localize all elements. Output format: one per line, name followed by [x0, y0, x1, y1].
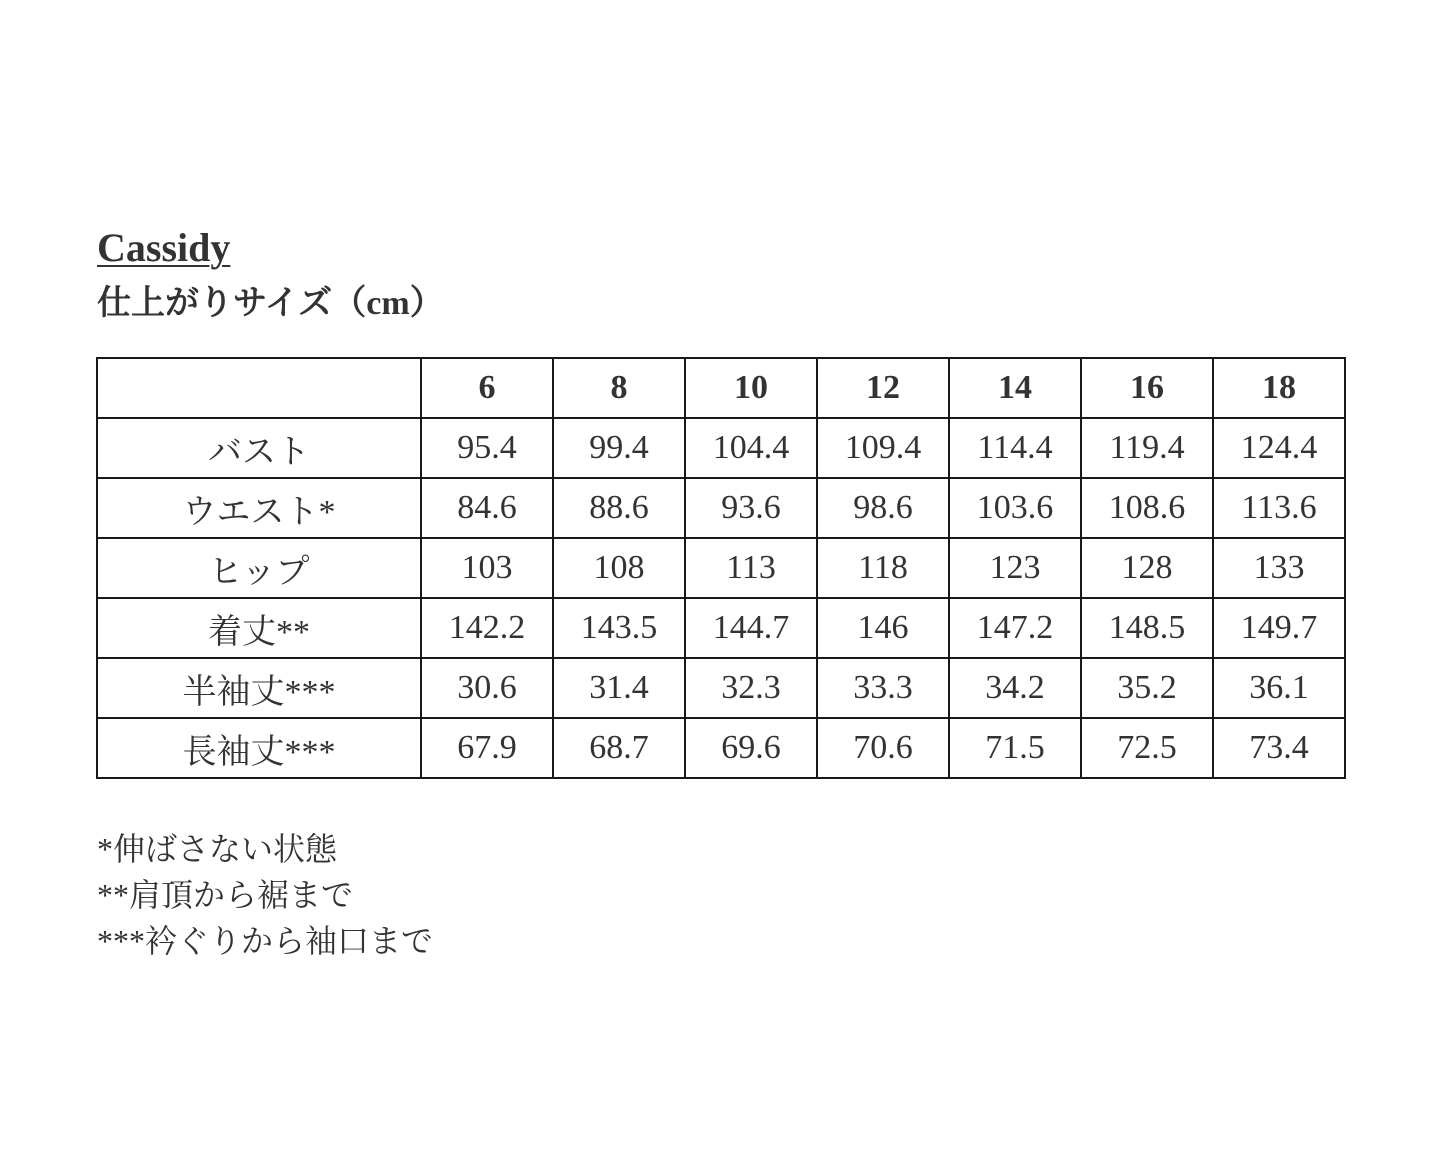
measurement-value: 34.2: [949, 658, 1081, 718]
measurement-label: ウエスト*: [97, 478, 421, 538]
measurement-value: 103.6: [949, 478, 1081, 538]
measurement-value: 95.4: [421, 418, 553, 478]
table-row: [97, 598, 1345, 658]
measurement-value: 108.6: [1081, 478, 1213, 538]
measurement-value: 124.4: [1213, 418, 1345, 478]
measurement-label: バスト: [97, 418, 421, 478]
measurement-value: 148.5: [1081, 598, 1213, 658]
measurement-value: 113: [685, 538, 817, 598]
measurement-label: 半袖丈***: [97, 658, 421, 718]
measurement-value: 33.3: [817, 658, 949, 718]
size-header-cell: 18: [1213, 358, 1345, 418]
finished-size-heading: 仕上がりサイズ（cm）: [97, 285, 444, 322]
footnote: **肩頂から裾まで: [97, 877, 354, 913]
measurement-value: 93.6: [685, 478, 817, 538]
measurement-value: 109.4: [817, 418, 949, 478]
measurement-value: 70.6: [817, 718, 949, 778]
measurement-value: 36.1: [1213, 658, 1345, 718]
size-header-cell: 14: [949, 358, 1081, 418]
size-table: [96, 357, 1346, 779]
measurement-value: 147.2: [949, 598, 1081, 658]
measurement-value: 103: [421, 538, 553, 598]
measurement-value: 114.4: [949, 418, 1081, 478]
table-row: [97, 478, 1345, 538]
measurement-value: 67.9: [421, 718, 553, 778]
size-header-cell: 12: [817, 358, 949, 418]
measurement-value: 143.5: [553, 598, 685, 658]
size-header-row: [97, 358, 1345, 418]
measurement-value: 31.4: [553, 658, 685, 718]
measurement-value: 88.6: [553, 478, 685, 538]
size-header-cell: 8: [553, 358, 685, 418]
table-row: [97, 718, 1345, 778]
measurement-value: 30.6: [421, 658, 553, 718]
measurement-value: 71.5: [949, 718, 1081, 778]
measurement-value: 68.7: [553, 718, 685, 778]
measurement-value: 144.7: [685, 598, 817, 658]
size-header-cell: 6: [421, 358, 553, 418]
measurement-value: 113.6: [1213, 478, 1345, 538]
measurement-value: 32.3: [685, 658, 817, 718]
size-header-cell: 10: [685, 358, 817, 418]
footnote: *伸ばさない状態: [97, 831, 338, 867]
measurement-value: 104.4: [685, 418, 817, 478]
measurement-value: 35.2: [1081, 658, 1213, 718]
measurement-value: 72.5: [1081, 718, 1213, 778]
measurement-value: 99.4: [553, 418, 685, 478]
measurement-label: ヒップ: [97, 538, 421, 598]
measurement-value: 142.2: [421, 598, 553, 658]
measurement-value: 73.4: [1213, 718, 1345, 778]
table-row: [97, 658, 1345, 718]
measurement-value: 119.4: [1081, 418, 1213, 478]
garment-title: Cassidy: [97, 225, 231, 270]
footnotes: [97, 826, 433, 964]
measurement-value: 133: [1213, 538, 1345, 598]
measurement-value: 108: [553, 538, 685, 598]
measurement-value: 123: [949, 538, 1081, 598]
measurement-value: 98.6: [817, 478, 949, 538]
footnote: ***衿ぐりから袖口まで: [97, 923, 434, 959]
measurement-value: 146: [817, 598, 949, 658]
measurement-label: 着丈**: [97, 598, 421, 658]
corner-cell: [97, 358, 421, 418]
measurement-label: 長袖丈***: [97, 718, 421, 778]
table-row: [97, 538, 1345, 598]
measurement-value: 69.6: [685, 718, 817, 778]
measurement-value: 128: [1081, 538, 1213, 598]
measurement-value: 118: [817, 538, 949, 598]
measurement-value: 149.7: [1213, 598, 1345, 658]
measurement-value: 84.6: [421, 478, 553, 538]
table-row: [97, 418, 1345, 478]
size-header-cell: 16: [1081, 358, 1213, 418]
